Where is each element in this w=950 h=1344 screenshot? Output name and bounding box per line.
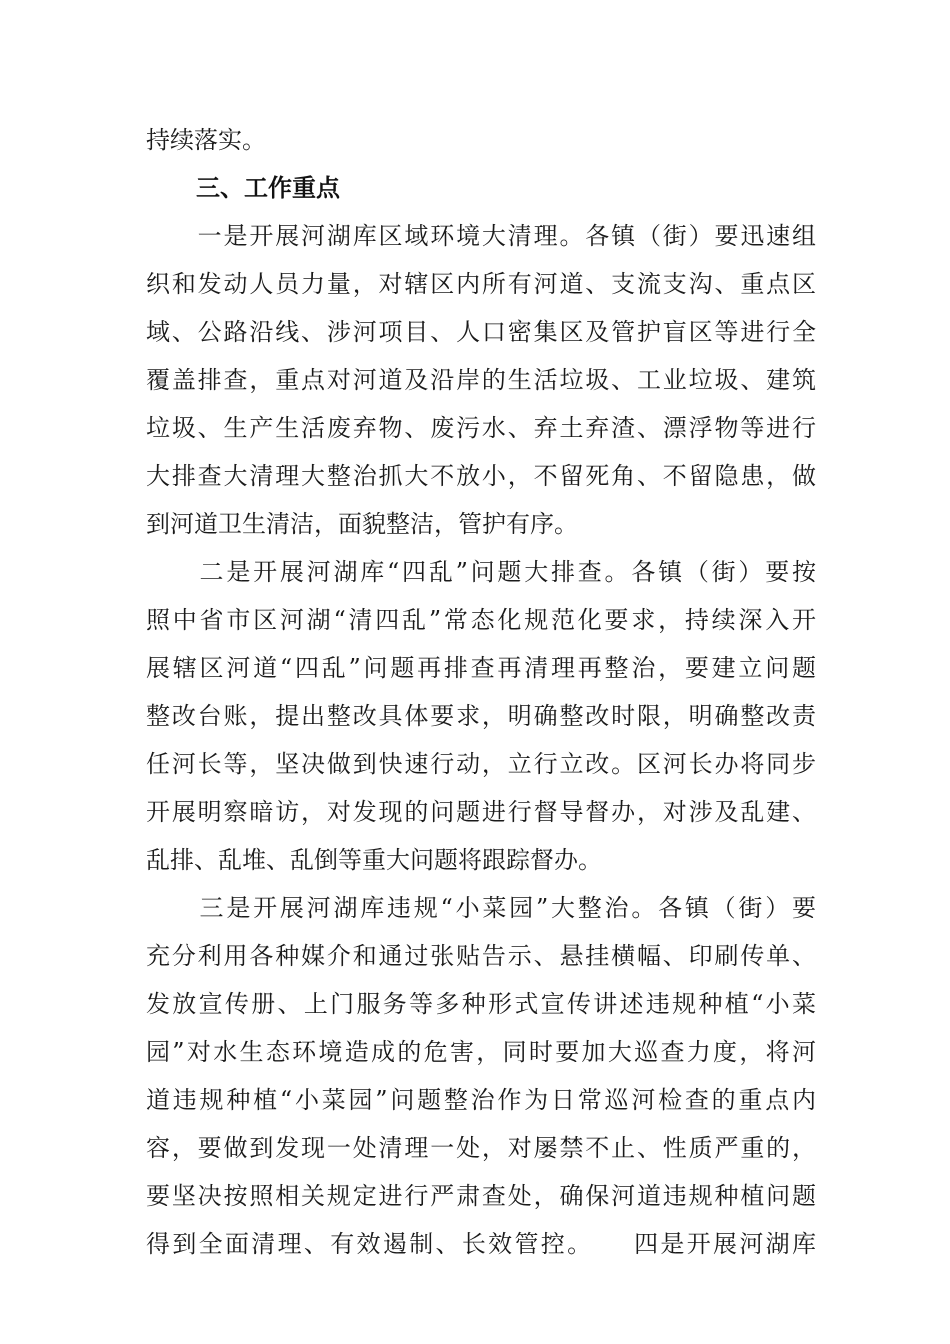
paragraph-2-line-5: 任河长等，坚决做到快速行动，立行立改。区河长办将同步 [146,750,816,778]
paragraph-1-line-3: 域、公路沿线、涉河项目、人口密集区及管护盲区等进行全 [146,318,816,346]
paragraph-2-line-2: 照中省市区河湖“清四乱”常态化规范化要求，持续深入开 [146,606,816,634]
paragraph-1-line-4: 覆盖排查，重点对河道及沿岸的生活垃圾、工业垃圾、建筑 [146,366,816,394]
paragraph-2-line-1: 二是开展河湖库“四乱”问题大排查。各镇（街）要按 [146,558,816,586]
paragraph-1-line-5: 垃圾、生产生活废弃物、废污水、弃土弃渣、漂浮物等进行 [146,414,816,442]
paragraph-1-line-2: 织和发动人员力量，对辖区内所有河道、支流支沟、重点区 [146,270,816,298]
paragraph-3-line-5: 道违规种植“小菜园”问题整治作为日常巡河检查的重点内 [146,1086,816,1114]
paragraph-3-line-6: 容，要做到发现一处清理一处，对屡禁不止、性质严重的， [146,1134,816,1162]
paragraph-3-line-3: 发放宣传册、上门服务等多种形式宣传讲述违规种植“小菜 [146,990,816,1018]
paragraph-3-line-1: 三是开展河湖库违规“小菜园”大整治。各镇（街）要 [146,894,816,922]
intro-tail-line: 持续落实。 [146,126,266,154]
paragraph-3-line-8: 得到全面清理、有效遏制、长效管控。 四是开展河湖库 [146,1230,816,1258]
paragraph-2-line-7: 乱排、乱堆、乱倒等重大问题将跟踪督办。 [146,846,602,874]
paragraph-1-line-1: 一是开展河湖库区域环境大清理。各镇（街）要迅速组 [146,222,816,250]
paragraph-2-line-3: 展辖区河道“四乱”问题再排查再清理再整治，要建立问题 [146,654,816,682]
paragraph-3-line-4: 园”对水生态环境造成的危害，同时要加大巡查力度，将河 [146,1038,816,1066]
section-heading: 三、工作重点 [196,174,340,202]
paragraph-1-line-6: 大排查大清理大整治抓大不放小，不留死角、不留隐患，做 [146,462,816,490]
paragraph-2-line-6: 开展明察暗访，对发现的问题进行督导督办，对涉及乱建、 [146,798,816,826]
paragraph-2-line-4: 整改台账，提出整改具体要求，明确整改时限，明确整改责 [146,702,816,730]
paragraph-1-line-7: 到河道卫生清洁，面貌整洁，管护有序。 [146,510,578,538]
paragraph-3-line-7: 要坚决按照相关规定进行严肃查处，确保河道违规种植问题 [146,1182,816,1210]
paragraph-3-line-2: 充分利用各种媒介和通过张贴告示、悬挂横幅、印刷传单、 [146,942,816,970]
